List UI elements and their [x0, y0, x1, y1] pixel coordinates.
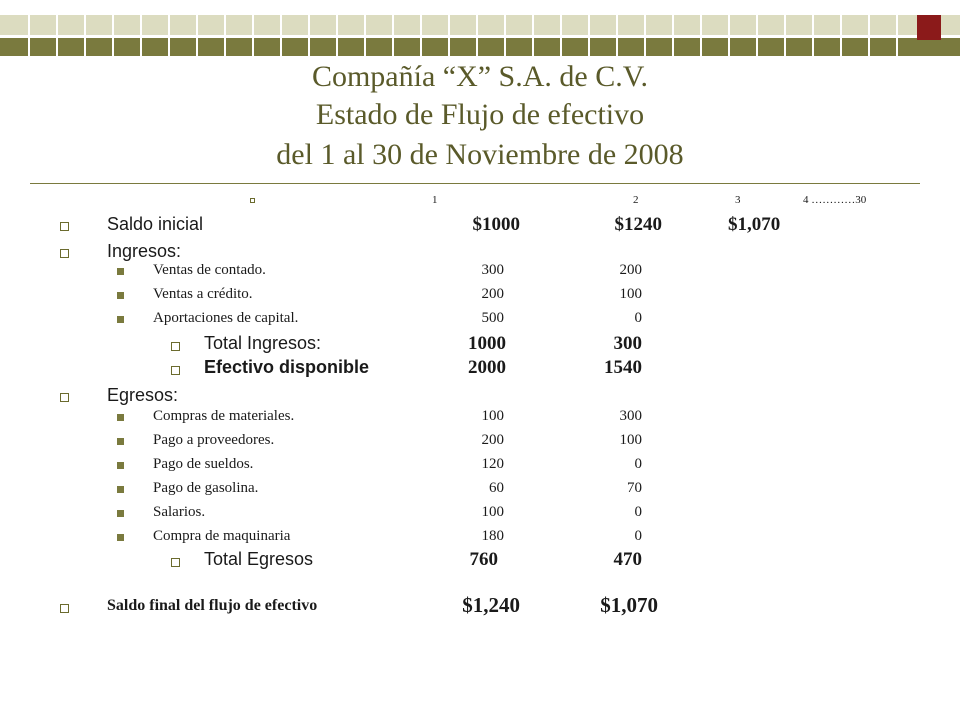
square-bullet-icon	[171, 558, 180, 567]
egreso-label: Salarios.	[153, 504, 206, 520]
egreso-day1: 180	[481, 528, 504, 544]
ingreso-day1: 300	[481, 262, 504, 278]
egreso-day1: 100	[481, 504, 504, 520]
egresos-heading: Egresos:	[107, 385, 179, 405]
saldo-final-day2: $1,070	[600, 593, 658, 617]
egreso-day2: 0	[634, 456, 642, 472]
egreso-label: Compra de maquinaria	[153, 528, 291, 544]
square-bullet-icon	[60, 604, 69, 613]
efectivo-disponible-label: Efectivo disponible	[204, 357, 370, 377]
total-ingresos-label: Total Ingresos:	[204, 333, 322, 353]
ingreso-day1: 200	[481, 286, 504, 302]
total-egresos-day1: 760	[469, 549, 498, 570]
egreso-label: Compras de materiales.	[153, 408, 295, 424]
ingreso-day2: 100	[619, 286, 642, 302]
ingreso-day1: 500	[481, 310, 504, 326]
egreso-day1: 100	[481, 408, 504, 424]
filled-bullet-icon	[117, 534, 124, 541]
col-header-3: 3	[735, 194, 741, 206]
filled-bullet-icon	[117, 486, 124, 493]
egreso-day2: 0	[634, 504, 642, 520]
filled-bullet-icon	[117, 414, 124, 421]
ingreso-day2: 0	[634, 310, 642, 326]
total-egresos-label: Total Egresos	[204, 549, 314, 569]
total-ingresos-day1: 1000	[468, 333, 506, 354]
col-header-2: 2	[633, 194, 639, 206]
title-statement: Estado de Flujo de efectivo	[315, 98, 645, 131]
egreso-day1: 60	[489, 480, 504, 496]
saldo-inicial-day3: $1,070	[728, 214, 781, 235]
saldo-inicial-day2: $1240	[614, 214, 662, 235]
col-header-4: 4 …………30	[803, 194, 867, 206]
egreso-label: Pago de gasolina.	[153, 480, 259, 496]
ingreso-label: Ventas de contado.	[153, 262, 266, 278]
egreso-label: Pago de sueldos.	[153, 456, 254, 472]
square-bullet-icon	[60, 222, 69, 231]
square-bullet-icon	[171, 366, 180, 375]
egreso-day2: 70	[627, 480, 642, 496]
square-bullet-icon	[60, 393, 69, 402]
filled-bullet-icon	[117, 292, 124, 299]
ingreso-label: Aportaciones de capital.	[153, 310, 299, 326]
egreso-day2: 300	[619, 408, 642, 424]
ingreso-day2: 200	[619, 262, 642, 278]
filled-bullet-icon	[117, 316, 124, 323]
filled-bullet-icon	[117, 438, 124, 445]
filled-bullet-icon	[117, 510, 124, 517]
title-company: Compañía “X” S.A. de C.V.	[311, 60, 649, 93]
total-ingresos-day2: 300	[613, 333, 642, 354]
ingresos-heading: Ingresos:	[107, 241, 182, 261]
filled-bullet-icon	[117, 462, 124, 469]
title-period: del 1 al 30 de Noviembre de 2008	[276, 138, 684, 171]
ingreso-label: Ventas a crédito.	[153, 286, 253, 302]
header-bullet-icon	[250, 198, 255, 203]
square-bullet-icon	[171, 342, 180, 351]
title-divider	[30, 183, 920, 184]
egreso-day1: 200	[481, 432, 504, 448]
efectivo-disponible-day2: 1540	[604, 357, 642, 378]
accent-square-red	[917, 15, 941, 40]
egreso-day2: 0	[634, 528, 642, 544]
saldo-final-day1: $1,240	[462, 593, 520, 617]
total-egresos-day2: 470	[613, 549, 642, 570]
accent-square-olive	[917, 40, 941, 56]
efectivo-disponible-day1: 2000	[468, 357, 506, 378]
col-header-1: 1	[432, 194, 438, 206]
egreso-label: Pago a proveedores.	[153, 432, 275, 448]
filled-bullet-icon	[117, 268, 124, 275]
saldo-inicial-label: Saldo inicial	[107, 214, 204, 234]
egreso-day1: 120	[481, 456, 504, 472]
square-bullet-icon	[60, 249, 69, 258]
egreso-day2: 100	[619, 432, 642, 448]
saldo-inicial-day1: $1000	[472, 214, 520, 235]
saldo-final-label: Saldo final del flujo de efectivo	[107, 597, 318, 614]
header-grid	[28, 15, 933, 56]
